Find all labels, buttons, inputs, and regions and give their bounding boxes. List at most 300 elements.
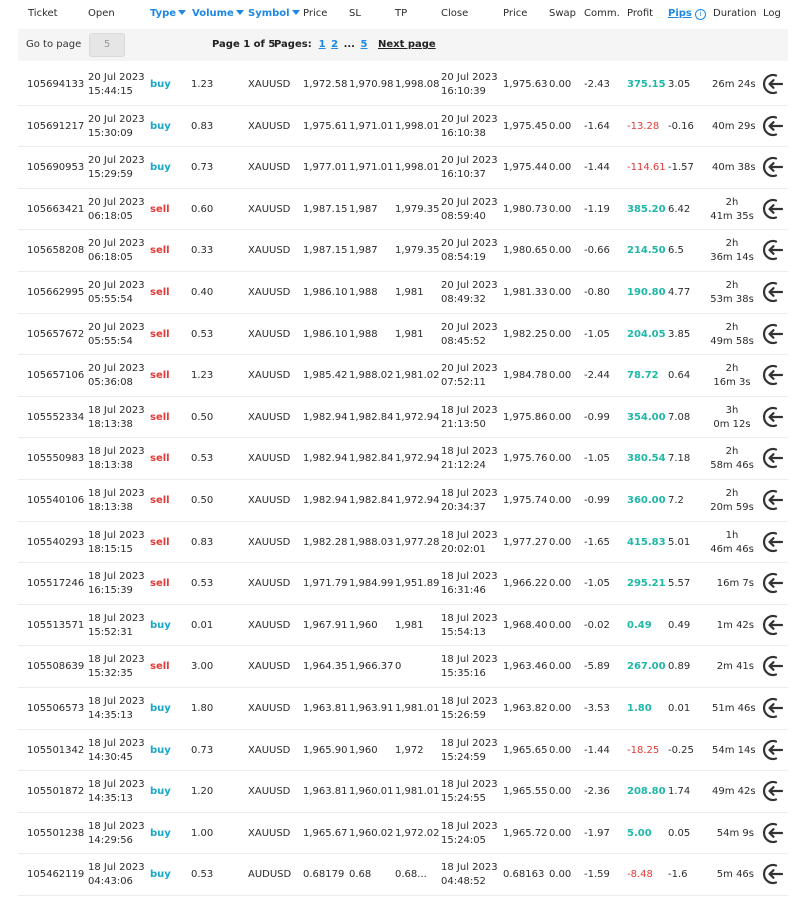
swap-cell: 0.00 [549, 286, 572, 298]
commission-cell: -1.05 [584, 328, 610, 340]
symbol-cell: XAUUSD [248, 494, 291, 506]
volume-cell: 0.53 [191, 328, 214, 340]
pips-cell: 3.85 [668, 328, 691, 340]
type-cell: sell [150, 453, 170, 465]
duration-line: 0m 12s [713, 418, 751, 430]
ticket-cell: 105550983 [27, 453, 85, 465]
table-row [18, 314, 788, 356]
profit-cell: 204.05 [627, 328, 666, 340]
exit-arrow-icon[interactable] [761, 696, 785, 720]
close-cell [441, 612, 498, 640]
exit-arrow-icon[interactable] [761, 446, 785, 470]
open-time: 16:15:39 [88, 585, 133, 597]
duration-cell [712, 121, 754, 132]
profit-cell: 5.00 [627, 827, 652, 839]
close-price-cell: 1,963.46 [503, 661, 548, 673]
col-pips-sort[interactable] [668, 8, 706, 20]
close-date: 20 Jul 2023 [441, 363, 498, 375]
tp-cell: 0 [395, 661, 402, 673]
table-row [18, 813, 788, 855]
exit-arrow-icon[interactable] [761, 72, 785, 96]
profit-cell: 415.83 [627, 536, 666, 548]
duration-cell [710, 279, 754, 307]
open-cell [88, 237, 145, 265]
exit-arrow-icon[interactable] [761, 613, 785, 637]
symbol-cell: XAUUSD [248, 79, 291, 90]
duration-line: 46m 46s [710, 543, 754, 555]
page-ellipsis: ... [343, 39, 355, 50]
volume-cell: 1.23 [191, 370, 214, 382]
duration-line: 41m 35s [710, 210, 754, 222]
duration-line: 2h [725, 321, 739, 333]
open-cell [88, 695, 145, 723]
close-cell [441, 237, 498, 265]
col-volume-label: Volume [192, 8, 234, 19]
exit-arrow-icon[interactable] [761, 779, 785, 803]
exit-arrow-icon[interactable] [761, 322, 785, 346]
goto-page-input[interactable] [89, 33, 125, 57]
close-price-cell: 1,980.65 [503, 245, 548, 257]
sl-cell: 1,987 [349, 245, 378, 257]
table-row [18, 646, 788, 688]
pips-cell: 0.05 [668, 827, 691, 839]
sl-cell: 1,984.99 [349, 578, 394, 590]
sl-cell: 1,982.84 [349, 453, 394, 465]
volume-cell: 0.33 [191, 245, 214, 257]
close-cell [441, 778, 498, 806]
profit-cell: -13.28 [627, 120, 660, 132]
profit-cell: -8.48 [627, 869, 653, 881]
close-price-cell: 1,980.73 [503, 203, 548, 215]
ticket-cell: 105501872 [27, 786, 85, 798]
close-price-cell: 1,968.40 [503, 619, 548, 631]
close-date: 18 Jul 2023 [441, 654, 498, 666]
commission-cell: -2.43 [584, 79, 610, 90]
tp-cell: 1,951.89 [395, 578, 440, 590]
open-price-cell: 0.68179 [303, 869, 345, 881]
profit-cell: 385.20 [627, 203, 666, 215]
tp-cell: 1,979.35 [395, 203, 440, 215]
profit-cell: 354.00 [627, 411, 666, 423]
close-price-cell: 1,965.72 [503, 827, 548, 839]
sl-cell: 1,963.91 [349, 702, 394, 714]
swap-cell: 0.00 [549, 411, 572, 423]
close-date: 20 Jul 2023 [441, 196, 498, 208]
sl-cell: 1,971.01 [349, 162, 394, 174]
swap-cell: 0.00 [549, 536, 572, 548]
open-time: 15:32:35 [88, 668, 133, 680]
pips-cell: -0.16 [668, 120, 694, 132]
table-row [18, 854, 788, 896]
duration-cell [710, 362, 754, 390]
open-date: 18 Jul 2023 [88, 529, 145, 541]
duration-cell [710, 321, 754, 349]
sort-desc-icon [292, 10, 300, 15]
open-date: 20 Jul 2023 [88, 363, 145, 375]
symbol-cell: XAUUSD [248, 245, 291, 257]
open-cell [88, 612, 145, 640]
symbol-cell: XAUUSD [248, 328, 291, 340]
close-time: 21:12:24 [441, 460, 486, 472]
duration-line: 51m 46s [712, 702, 756, 714]
open-date: 18 Jul 2023 [88, 820, 145, 832]
type-cell: sell [150, 578, 170, 590]
info-icon[interactable]: i [695, 9, 706, 20]
symbol-cell: XAUUSD [248, 702, 291, 714]
open-date: 18 Jul 2023 [88, 446, 145, 458]
tp-cell: 1,981 [395, 328, 424, 340]
duration-line: 49m 58s [710, 335, 754, 347]
profit-cell: 267.00 [627, 661, 666, 673]
swap-cell: 0.00 [549, 744, 572, 756]
pips-cell: -1.57 [668, 162, 694, 174]
close-cell [441, 445, 498, 473]
pips-cell: 1.74 [668, 786, 691, 798]
sl-cell: 1,960 [349, 619, 378, 631]
close-time: 20:02:01 [441, 543, 486, 555]
open-date: 18 Jul 2023 [88, 862, 145, 874]
symbol-cell: XAUUSD [248, 661, 291, 673]
duration-line: 2h [725, 196, 739, 208]
open-cell [88, 820, 145, 848]
col-log: Log [763, 8, 781, 19]
close-date: 18 Jul 2023 [441, 862, 498, 874]
duration-line: 20m 59s [710, 501, 754, 513]
open-cell [88, 196, 145, 224]
duration-line: 5m 46s [716, 869, 754, 881]
commission-cell: -1.65 [584, 536, 610, 548]
open-cell [88, 778, 145, 806]
close-time: 08:49:32 [441, 293, 486, 305]
duration-cell [712, 661, 754, 672]
close-price-cell: 1,975.86 [503, 411, 548, 423]
open-cell [88, 861, 145, 889]
ticket-cell: 105657672 [27, 328, 85, 340]
pips-cell: 0.01 [668, 702, 691, 714]
volume-cell: 0.53 [191, 578, 214, 590]
ticket-cell: 105540106 [27, 494, 85, 506]
table-row [18, 355, 788, 397]
volume-cell: 0.50 [191, 411, 214, 423]
open-date: 18 Jul 2023 [88, 404, 145, 416]
exit-arrow-icon[interactable] [761, 862, 785, 886]
pips-cell: 7.18 [668, 453, 691, 465]
exit-arrow-icon[interactable] [761, 530, 785, 554]
duration-cell [710, 196, 754, 224]
open-time: 15:52:31 [88, 626, 133, 638]
close-date: 20 Jul 2023 [441, 279, 498, 291]
volume-cell: 3.00 [191, 661, 214, 673]
duration-line: 1h [725, 529, 739, 541]
next-page-link[interactable]: Next page [378, 39, 436, 50]
close-cell [441, 570, 498, 598]
type-cell: buy [150, 619, 171, 631]
open-price-cell: 1,963.81 [303, 786, 348, 798]
type-cell: buy [150, 786, 171, 798]
open-date: 18 Jul 2023 [88, 654, 145, 666]
tp-cell: 1,981.01 [395, 786, 440, 798]
close-price-cell: 1,977.27 [503, 536, 548, 548]
close-cell [441, 113, 498, 141]
ticket-cell: 105657106 [27, 370, 85, 382]
sl-cell: 1,960.02 [349, 827, 394, 839]
exit-arrow-icon[interactable] [761, 654, 785, 678]
col-ticket: Ticket [28, 8, 58, 19]
table-row [18, 438, 788, 480]
open-date: 18 Jul 2023 [88, 571, 145, 583]
table-header [0, 0, 809, 28]
close-date: 20 Jul 2023 [441, 321, 498, 333]
close-price-cell: 1,965.65 [503, 744, 548, 756]
profit-cell: -114.61 [627, 162, 666, 174]
sl-cell: 1,960 [349, 744, 378, 756]
table-row [18, 605, 788, 647]
swap-cell: 0.00 [549, 619, 572, 631]
sl-cell: 0.68 [349, 869, 372, 881]
close-cell [441, 487, 498, 515]
open-cell [88, 404, 145, 432]
volume-cell: 0.53 [191, 869, 214, 881]
close-time: 16:10:38 [441, 127, 486, 139]
close-price-cell: 0.68163 [503, 869, 545, 881]
ticket-cell: 105501238 [27, 827, 85, 839]
sl-cell: 1,971.01 [349, 120, 394, 132]
close-date: 18 Jul 2023 [441, 529, 498, 541]
close-price-cell: 1,982.25 [503, 328, 548, 340]
col-volume-sort[interactable] [192, 8, 244, 19]
volume-cell: 0.73 [191, 744, 214, 756]
commission-cell: -2.44 [584, 370, 610, 382]
duration-cell [710, 487, 754, 515]
close-cell [441, 321, 498, 349]
close-date: 18 Jul 2023 [441, 571, 498, 583]
open-time: 04:43:06 [88, 876, 133, 888]
exit-arrow-icon[interactable] [761, 738, 785, 762]
profit-cell: 360.00 [627, 494, 666, 506]
tp-cell: 1,972.94 [395, 453, 440, 465]
duration-line: 2h [725, 446, 739, 458]
volume-cell: 1.80 [191, 702, 214, 714]
swap-cell: 0.00 [549, 869, 572, 881]
open-price-cell: 1,963.81 [303, 702, 348, 714]
close-time: 16:10:37 [441, 169, 486, 181]
sl-cell: 1,987 [349, 203, 378, 215]
exit-arrow-icon[interactable] [761, 488, 785, 512]
symbol-cell: XAUUSD [248, 536, 291, 548]
col-symbol-sort[interactable] [248, 8, 300, 19]
open-price-cell: 1,964.35 [303, 661, 348, 673]
pages-label: Pages: [274, 39, 312, 50]
page-link-1[interactable]: 1 [318, 39, 326, 50]
duration-cell [712, 869, 754, 880]
commission-cell: -2.36 [584, 786, 610, 798]
profit-cell: 208.80 [627, 786, 666, 798]
close-time: 08:54:19 [441, 252, 486, 264]
pips-cell: 4.77 [668, 286, 691, 298]
close-time: 08:59:40 [441, 210, 486, 222]
col-type-sort[interactable] [150, 8, 186, 19]
commission-cell: -1.64 [584, 120, 610, 132]
duration-line: 26m 24s [712, 79, 756, 90]
tp-cell: 1,972.94 [395, 494, 440, 506]
pips-cell: 0.64 [668, 370, 691, 382]
col-swap: Swap [549, 8, 577, 19]
close-time: 15:24:05 [441, 834, 486, 846]
open-cell [88, 321, 145, 349]
profit-cell: 0.49 [627, 619, 652, 631]
close-date: 18 Jul 2023 [441, 779, 498, 791]
close-time: 15:24:55 [441, 793, 486, 805]
open-time: 06:18:05 [88, 252, 133, 264]
ticket-cell: 105506573 [27, 702, 85, 714]
duration-line: 2m 41s [716, 661, 754, 673]
close-time: 15:54:13 [441, 626, 486, 638]
open-cell [88, 362, 145, 390]
page-link-5[interactable]: 5 [360, 39, 368, 50]
trades-table-body [18, 64, 788, 896]
close-price-cell: 1,981.33 [503, 286, 548, 298]
type-cell: buy [150, 744, 171, 756]
close-time: 20:34:37 [441, 501, 486, 513]
pips-cell: 0.89 [668, 661, 691, 673]
open-cell [88, 154, 145, 182]
duration-line: 49m 42s [712, 786, 756, 798]
sl-cell: 1,966.37 [349, 661, 394, 673]
page-of-label: Page 1 of 5 [212, 39, 276, 50]
close-price-cell: 1,975.63 [503, 79, 548, 90]
open-price-cell: 1,965.67 [303, 827, 348, 839]
close-time: 15:26:59 [441, 709, 486, 721]
pips-cell: -1.6 [668, 869, 688, 881]
table-row [18, 563, 788, 605]
profit-cell: -18.25 [627, 744, 660, 756]
open-time: 15:30:09 [88, 127, 133, 139]
tp-cell: 1,972.02 [395, 827, 440, 839]
open-time: 06:18:05 [88, 210, 133, 222]
ticket-cell: 105508639 [27, 661, 85, 673]
swap-cell: 0.00 [549, 328, 572, 340]
open-date: 20 Jul 2023 [88, 238, 145, 250]
duration-cell [710, 529, 754, 557]
profit-cell: 214.50 [627, 245, 666, 257]
profit-cell: 190.80 [627, 286, 666, 298]
commission-cell: -0.80 [584, 286, 610, 298]
close-price-cell: 1,966.22 [503, 578, 548, 590]
symbol-cell: XAUUSD [248, 370, 291, 382]
close-time: 21:13:50 [441, 418, 486, 430]
open-date: 18 Jul 2023 [88, 779, 145, 791]
commission-cell: -1.97 [584, 827, 610, 839]
col-sl: SL [349, 8, 361, 19]
ticket-cell: 105517246 [27, 578, 85, 590]
duration-line: 36m 14s [710, 252, 754, 264]
ticket-cell: 105690953 [27, 162, 85, 174]
duration-line: 53m 38s [710, 293, 754, 305]
table-row [18, 688, 788, 730]
exit-arrow-icon[interactable] [761, 155, 785, 179]
ticket-cell: 105663421 [27, 203, 85, 215]
sort-desc-icon [236, 10, 244, 15]
close-cell [441, 404, 498, 432]
page-link-2[interactable]: 2 [331, 39, 339, 50]
swap-cell: 0.00 [549, 370, 572, 382]
table-row [18, 106, 788, 148]
ticket-cell: 105691217 [27, 120, 85, 132]
open-cell [88, 737, 145, 765]
sl-cell: 1,988.03 [349, 536, 394, 548]
close-time: 15:35:16 [441, 668, 486, 680]
pips-cell: 3.05 [668, 79, 691, 90]
table-row [18, 522, 788, 564]
exit-arrow-icon[interactable] [761, 280, 785, 304]
profit-cell: 78.72 [627, 370, 659, 382]
table-row [18, 397, 788, 439]
ticket-cell: 105462119 [27, 869, 85, 881]
table-row [18, 730, 788, 772]
tp-cell: 1,977.28 [395, 536, 440, 548]
exit-arrow-icon[interactable] [761, 571, 785, 595]
table-row [18, 230, 788, 272]
col-duration: Duration [713, 8, 757, 19]
swap-cell: 0.00 [549, 453, 572, 465]
pips-cell: 7.08 [668, 411, 691, 423]
volume-cell: 1.23 [191, 79, 214, 90]
open-price-cell: 1,982.94 [303, 411, 348, 423]
pips-cell: 6.42 [668, 203, 691, 215]
exit-arrow-icon[interactable] [761, 821, 785, 845]
exit-arrow-icon[interactable] [761, 405, 785, 429]
exit-arrow-icon[interactable] [761, 197, 785, 221]
sl-cell: 1,988 [349, 328, 378, 340]
exit-arrow-icon[interactable] [761, 114, 785, 138]
open-price-cell: 1,986.10 [303, 328, 348, 340]
open-price-cell: 1,982.94 [303, 453, 348, 465]
open-price-cell: 1,971.79 [303, 578, 348, 590]
exit-arrow-icon[interactable] [761, 363, 785, 387]
type-cell: sell [150, 370, 170, 382]
duration-line: 2h [725, 487, 739, 499]
open-price-cell: 1,972.58 [303, 79, 348, 90]
open-price-cell: 1,965.90 [303, 744, 348, 756]
swap-cell: 0.00 [549, 79, 572, 90]
sl-cell: 1,982.84 [349, 494, 394, 506]
duration-line: 40m 38s [712, 162, 756, 174]
profit-cell: 295.21 [627, 578, 666, 590]
tp-cell: 1,981 [395, 286, 424, 298]
close-date: 18 Jul 2023 [441, 695, 498, 707]
pips-cell: 0.49 [668, 619, 691, 631]
open-time: 18:13:38 [88, 460, 133, 472]
symbol-cell: XAUUSD [248, 786, 291, 798]
exit-arrow-icon[interactable] [761, 238, 785, 262]
goto-page-label: Go to page [26, 39, 82, 50]
duration-cell [712, 745, 754, 756]
swap-cell: 0.00 [549, 661, 572, 673]
open-date: 18 Jul 2023 [88, 612, 145, 624]
open-price-cell: 1,986.10 [303, 286, 348, 298]
open-cell [88, 570, 145, 598]
col-tp: TP [395, 8, 408, 19]
open-time: 05:55:54 [88, 335, 133, 347]
close-date: 18 Jul 2023 [441, 404, 498, 416]
symbol-cell: XAUUSD [248, 203, 291, 215]
sl-cell: 1,960.01 [349, 786, 394, 798]
duration-line: 16m 3s [713, 377, 751, 389]
tp-cell: 1,998.01 [395, 162, 440, 174]
close-date: 18 Jul 2023 [441, 737, 498, 749]
profit-cell: 1.80 [627, 702, 652, 714]
symbol-cell: XAUUSD [248, 286, 291, 298]
